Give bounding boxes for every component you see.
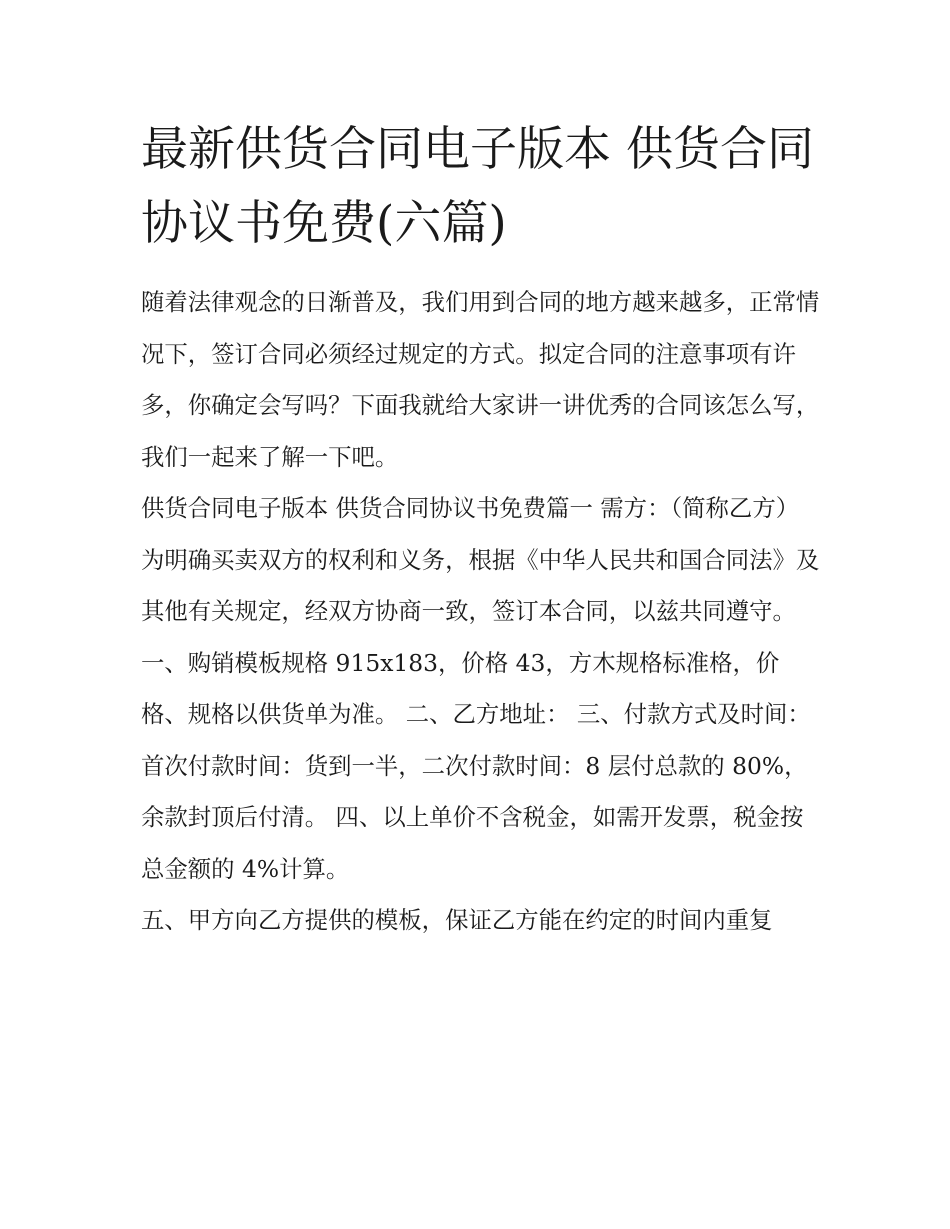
paragraph-purpose: 为明确买卖双方的权利和义务，根据《中华人民共和国合同法》及其他有关规定，经双方协商一致，签订本合同，以兹共同遵守。 bbox=[141, 545, 820, 625]
paragraph-clauses-1-3: 一、购销模板规格 915x183，价格 43，方木规格标准格，价格、规格以供货单为准。 二、乙方地址： 三、付款方式及时间： bbox=[141, 648, 811, 728]
paragraph-intro: 随着法律观念的日渐普及，我们用到合同的地方越来越多，正常情况下，签订合同必须经过规定的方式。拟定合同的注意事项有许多，你确定会写吗？下面我就给大家讲一讲优秀的合同该怎么写，我们一起来了解一下吧。 bbox=[141, 288, 820, 471]
paragraph-section-one-heading: 供货合同电子版本 供货合同协议书免费篇一 需方：（简称乙方） bbox=[141, 494, 800, 522]
paragraph-clause-5: 五、甲方向乙方提供的模板，保证乙方能在约定的时间内重复 bbox=[141, 906, 773, 934]
document-title: 最新供货合同电子版本 供货合同协议书免费(六篇) bbox=[141, 122, 814, 251]
document-body bbox=[141, 277, 821, 947]
paragraph-payment-tax: 首次付款时间：货到一半，二次付款时间：8 层付总款的 80%，余款封顶后付清。 四、以上单价不含税金，如需开发票，税金按总金额的 4%计算。 bbox=[141, 751, 808, 883]
